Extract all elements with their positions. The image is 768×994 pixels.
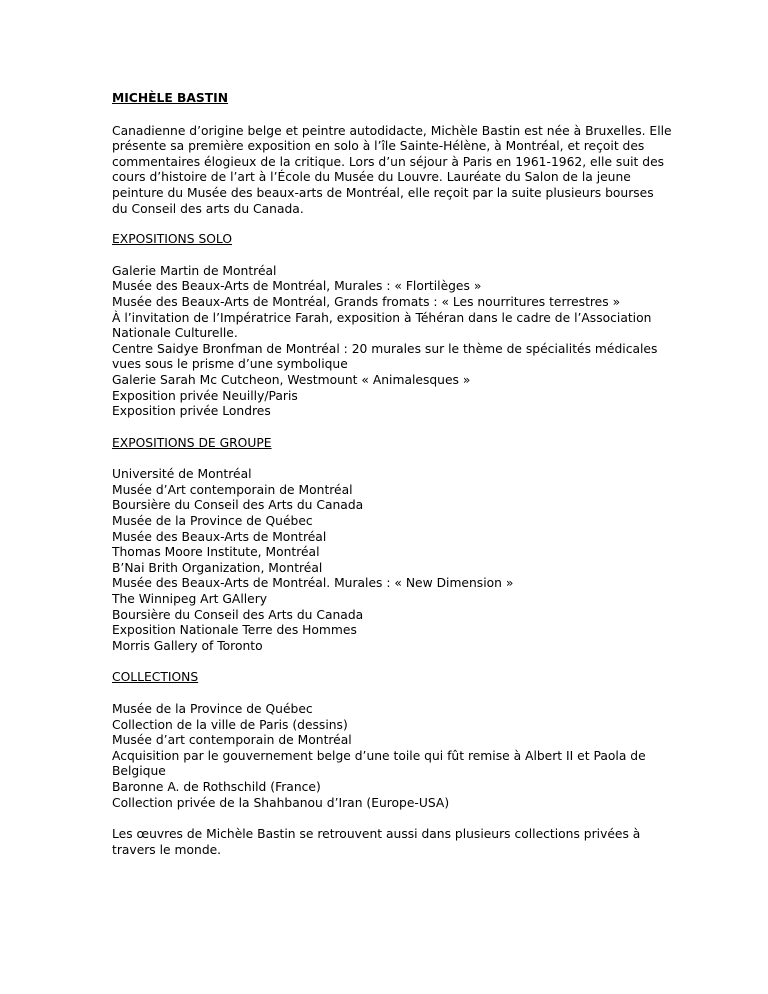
list-item: Centre Saidye Bronfman de Montréal : 20 murales sur le thème de spécialités médicales vues sous le prisme d’une symbolique — [112, 341, 658, 372]
solo-exhibitions-list — [112, 264, 672, 420]
collections-heading: COLLECTIONS — [112, 670, 199, 685]
list-item: Musée de la Province de Québec — [112, 514, 313, 529]
list-item: Musée des Beaux-Arts de Montréal, Murales : « Flortilèges » — [112, 279, 482, 294]
list-item: Exposition privée Neuilly/Paris — [112, 388, 298, 403]
list-item: Musée des Beaux-Arts de Montréal, Grands fromats : « Les nourritures terrestres » — [112, 294, 621, 309]
collections-list — [112, 702, 672, 811]
list-item: The Winnipeg Art GAllery — [112, 592, 268, 607]
list-item: Morris Gallery of Toronto — [112, 638, 263, 653]
list-item: Baronne A. de Rothschild (France) — [112, 779, 321, 794]
list-item: Musée des Beaux-Arts de Montréal — [112, 529, 327, 544]
list-item: Collection privée de la Shahbanou d’Iran (Europe-USA) — [112, 795, 450, 810]
list-item: Musée de la Province de Québec — [112, 702, 313, 716]
biography-paragraph: Canadienne d’origine belge et peintre autodidacte, Michèle Bastin est née à Bruxelles. Elle présente sa première exposition en solo à l’île Sainte-Hélène, à Montréal, et reçoit des commentaires élogieux de la critique. Lors d’un séjour à Paris en 1961-1962, elle suit des cours d’histoire de l’art à l’École du Musée du Louvre. Lauréate du Salon de la jeune peinture du Musée des beaux-arts de Montréal, elle reçoit par la suite plusieurs bourses du Conseil des arts du Canada. — [112, 123, 672, 216]
group-exhibitions-list — [112, 467, 672, 654]
closing-paragraph: Les œuvres de Michèle Bastin se retrouvent aussi dans plusieurs collections privées à travers le monde. — [112, 827, 641, 857]
list-item: Collection de la ville de Paris (dessins) — [112, 717, 348, 732]
list-item: Musée d’Art contemporain de Montréal — [112, 482, 353, 497]
list-item: B’Nai Brith Organization, Montréal — [112, 560, 323, 575]
list-item: À l’invitation de l’Impératrice Farah, exposition à Téhéran dans le cadre de l’Association Nationale Culturelle. — [112, 310, 652, 341]
list-item: Université de Montréal — [112, 467, 252, 482]
document-title: MICHÈLE BASTIN — [112, 91, 229, 105]
list-item: Galerie Martin de Montréal — [112, 263, 277, 278]
list-item: Musée d’art contemporain de Montréal — [112, 733, 352, 748]
document-page — [112, 91, 672, 873]
solo-exhibitions-heading: EXPOSITIONS SOLO — [112, 232, 233, 247]
list-item: Thomas Moore Institute, Montréal — [112, 545, 320, 560]
list-item: Acquisition par le gouvernement belge d’une toile qui fût remise à Albert II et Paola de Belgique — [112, 748, 646, 779]
group-exhibitions-heading: EXPOSITIONS DE GROUPE — [112, 435, 272, 450]
list-item: Boursière du Conseil des Arts du Canada — [112, 498, 364, 513]
list-item: Boursière du Conseil des Arts du Canada — [112, 607, 364, 622]
list-item: Exposition privée Londres — [112, 404, 271, 419]
list-item: Exposition Nationale Terre des Hommes — [112, 623, 357, 638]
list-item: Galerie Sarah Mc Cutcheon, Westmount « Animalesques » — [112, 372, 471, 387]
list-item: Musée des Beaux-Arts de Montréal. Murales : « New Dimension » — [112, 576, 514, 591]
